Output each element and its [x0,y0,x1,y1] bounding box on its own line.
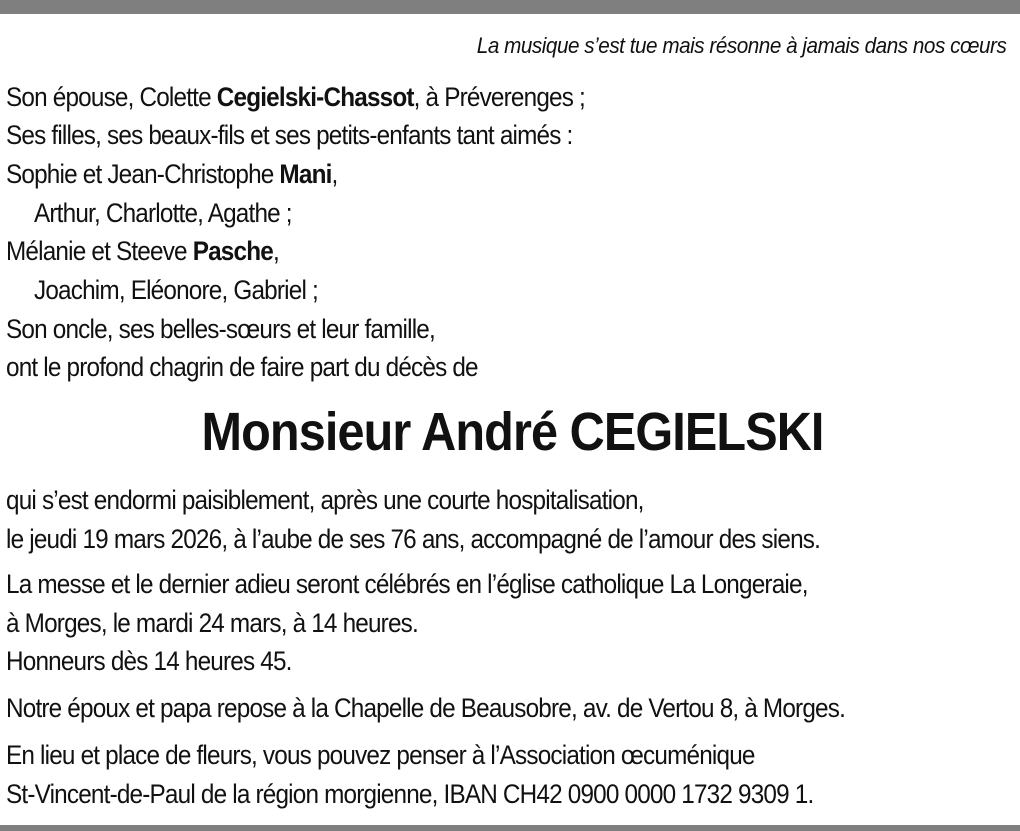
top-rule [0,0,1020,14]
spouse-surname: Cegielski-Chassot [216,82,414,112]
relatives-line: Son oncle, ses belles-sœurs et leur famille, [6,314,435,344]
honours-line: Honneurs dès 14 heures 45. [6,646,292,676]
donation-line-1: En lieu et place de fleurs, vous pouvez penser à l’Association œcuménique [6,740,755,770]
daughter2-surname: Pasche [192,236,273,266]
resting-place-line: Notre époux et papa repose à la Chapelle de Beausobre, av. de Vertou 8, à Morges. [6,693,846,723]
children-intro: Ses filles, ses beaux-fils et ses petits-enfants tant aimés : [6,120,573,150]
grandchildren-line-1: Arthur, Charlotte, Agathe ; [34,198,292,228]
spouse-line: Son épouse, Colette Cegielski-Chassot, à Préverenges ; [6,82,585,112]
motto: La musique s’est tue mais résonne à jamais dans nos cœurs [476,33,1006,58]
announcement-line: ont le profond chagrin de faire part du décès de [6,352,478,382]
daughter-line-1: Sophie et Jean-Christophe Mani, [6,159,338,189]
daughter1-surname: Mani [279,159,332,189]
deceased-name: Monsieur André CEGIELSKI [202,402,824,462]
grandchildren-line-2: Joachim, Eléonore, Gabriel ; [34,275,318,305]
mass-line-1: La messe et le dernier adieu seront célébrés en l’église catholique La Longeraie, [6,569,808,599]
mass-line-2: à Morges, le mardi 24 mars, à 14 heures. [6,608,418,638]
bottom-rule [0,825,1020,831]
donation-line-2: St-Vincent-de-Paul de la région morgienne, IBAN CH42 0900 0000 1732 9309 1. [6,779,814,809]
death-line-2: le jeudi 19 mars 2026, à l’aube de ses 76 ans, accompagné de l’amour des siens. [6,524,821,554]
daughter-line-2: Mélanie et Steeve Pasche, [6,236,279,266]
death-line-1: qui s’est endormi paisiblement, après une courte hospitalisation, [6,485,644,515]
